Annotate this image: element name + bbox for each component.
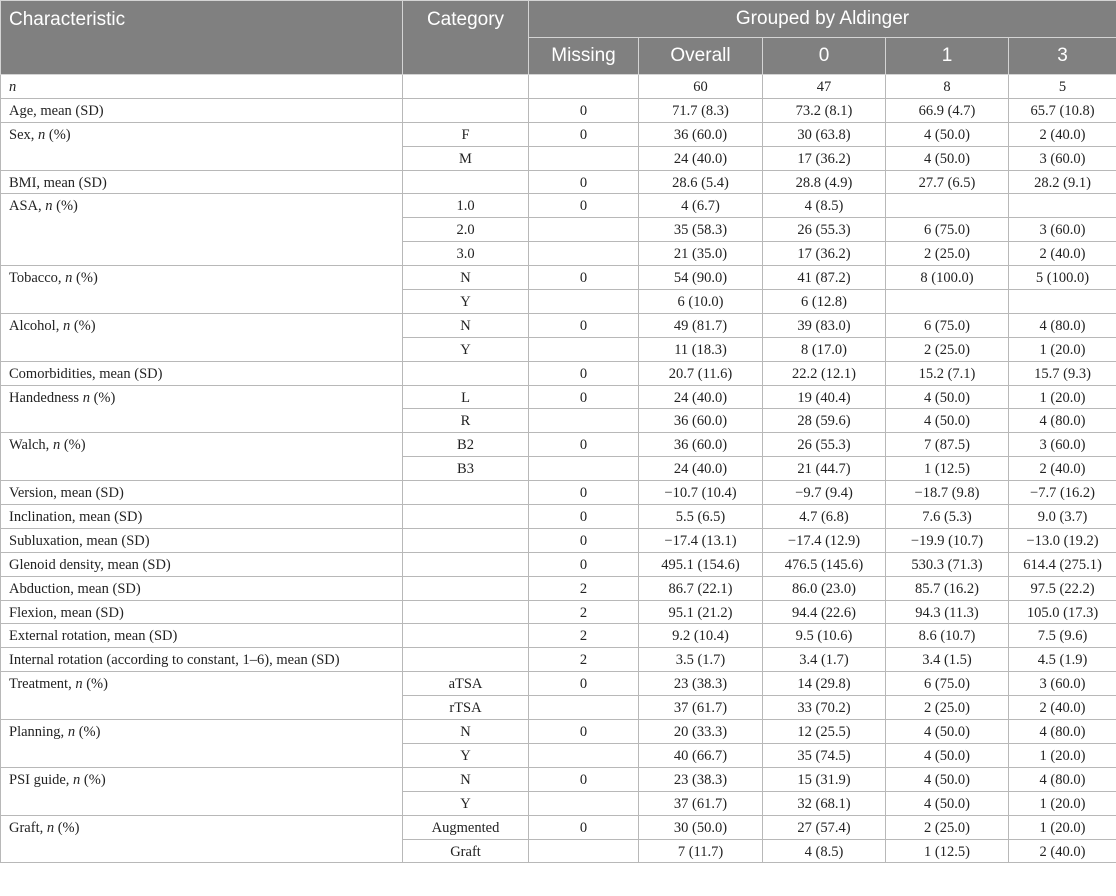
- missing-cell: 0: [529, 361, 639, 385]
- category-cell: 3.0: [403, 242, 529, 266]
- category-cell: [403, 170, 529, 194]
- overall-cell: 49 (81.7): [639, 313, 763, 337]
- characteristic-suffix: (%): [82, 676, 108, 693]
- characteristic-label: PSI guide,: [9, 771, 74, 788]
- missing-cell: [529, 409, 639, 433]
- characteristic-cell: [1, 815, 403, 863]
- group-1-cell: 4 (50.0): [886, 791, 1009, 815]
- group-0-cell: 27 (57.4): [763, 815, 886, 839]
- missing-cell: 2: [529, 600, 639, 624]
- overall-cell: 5.5 (6.5): [639, 505, 763, 529]
- group-3-cell: 97.5 (22.2): [1009, 576, 1116, 600]
- characteristic-label: Alcohol,: [9, 317, 63, 334]
- characteristic-cell: [1, 552, 403, 576]
- table-row: [1, 266, 1116, 290]
- group-3-cell: 7.5 (9.6): [1009, 624, 1116, 648]
- table-row: [1, 481, 1116, 505]
- group-1-cell: 1 (12.5): [886, 457, 1009, 481]
- overall-cell: 9.2 (10.4): [639, 624, 763, 648]
- group-3-cell: 28.2 (9.1): [1009, 170, 1116, 194]
- category-cell: [403, 552, 529, 576]
- category-cell: N: [403, 767, 529, 791]
- table-row: [1, 433, 1116, 457]
- table-row: [1, 672, 1116, 696]
- characteristic-cell: [1, 98, 403, 122]
- characteristic-cell: [1, 624, 403, 648]
- characteristic-suffix: (%): [60, 437, 86, 454]
- missing-cell: 0: [529, 720, 639, 744]
- missing-cell: [529, 457, 639, 481]
- group-0-cell: 30 (63.8): [763, 122, 886, 146]
- table-row: [1, 194, 1116, 218]
- group-1-cell: 4 (50.0): [886, 720, 1009, 744]
- italic-n: n: [46, 819, 55, 836]
- group-1-cell: 7 (87.5): [886, 433, 1009, 457]
- group-1-cell: 8: [886, 75, 1009, 99]
- group-1-cell: 85.7 (16.2): [886, 576, 1009, 600]
- missing-cell: 0: [529, 815, 639, 839]
- table-row: [1, 313, 1116, 337]
- group-0-cell: 35 (74.5): [763, 743, 886, 767]
- group-3-cell: 3 (60.0): [1009, 218, 1116, 242]
- overall-cell: 35 (58.3): [639, 218, 763, 242]
- category-cell: [403, 600, 529, 624]
- missing-cell: 0: [529, 433, 639, 457]
- overall-cell: 36 (60.0): [639, 122, 763, 146]
- missing-cell: 0: [529, 122, 639, 146]
- characteristic-cell: [1, 600, 403, 624]
- group-0-cell: 14 (29.8): [763, 672, 886, 696]
- overall-cell: 40 (66.7): [639, 743, 763, 767]
- table-row: [1, 720, 1116, 744]
- characteristic-label: Walch,: [9, 437, 53, 454]
- group-3-cell: 1 (20.0): [1009, 337, 1116, 361]
- group-3-cell: 2 (40.0): [1009, 839, 1116, 863]
- group-1-cell: 2 (25.0): [886, 337, 1009, 361]
- group-3-cell: 4.5 (1.9): [1009, 648, 1116, 672]
- group-0-cell: 32 (68.1): [763, 791, 886, 815]
- missing-cell: 0: [529, 266, 639, 290]
- missing-cell: [529, 839, 639, 863]
- characteristic-suffix: (%): [45, 126, 71, 143]
- characteristic-label: Comorbidities, mean (SD): [9, 365, 163, 382]
- category-cell: [403, 576, 529, 600]
- group-1-cell: 4 (50.0): [886, 146, 1009, 170]
- missing-cell: 0: [529, 481, 639, 505]
- group-3-cell: 4 (80.0): [1009, 767, 1116, 791]
- group-0-cell: 47: [763, 75, 886, 99]
- group-3-cell: 5 (100.0): [1009, 266, 1116, 290]
- characteristic-cell: [1, 385, 403, 433]
- overall-cell: 36 (60.0): [639, 433, 763, 457]
- group-1-cell: 8.6 (10.7): [886, 624, 1009, 648]
- header-group-3: 3: [1009, 38, 1116, 75]
- overall-cell: 3.5 (1.7): [639, 648, 763, 672]
- italic-n: n: [38, 126, 46, 143]
- group-3-cell: 105.0 (17.3): [1009, 600, 1116, 624]
- overall-cell: 71.7 (8.3): [639, 98, 763, 122]
- category-cell: Y: [403, 337, 529, 361]
- category-cell: aTSA: [403, 672, 529, 696]
- characteristic-suffix: (%): [70, 317, 96, 334]
- table-row: [1, 385, 1116, 409]
- group-3-cell: 4 (80.0): [1009, 313, 1116, 337]
- overall-cell: 86.7 (22.1): [639, 576, 763, 600]
- missing-cell: 0: [529, 552, 639, 576]
- group-0-cell: 26 (55.3): [763, 218, 886, 242]
- characteristic-suffix: (%): [80, 771, 106, 788]
- category-cell: [403, 648, 529, 672]
- missing-cell: [529, 75, 639, 99]
- category-cell: Augmented: [403, 815, 529, 839]
- characteristic-suffix: (%): [89, 389, 116, 406]
- characteristic-label: Version, mean (SD): [9, 485, 124, 502]
- missing-cell: 0: [529, 194, 639, 218]
- characteristic-cell: [1, 433, 403, 481]
- group-1-cell: 8 (100.0): [886, 266, 1009, 290]
- characteristic-cell: [1, 75, 403, 99]
- table-row: [1, 98, 1116, 122]
- group-0-cell: 9.5 (10.6): [763, 624, 886, 648]
- category-cell: [403, 624, 529, 648]
- category-cell: rTSA: [403, 696, 529, 720]
- overall-cell: 60: [639, 75, 763, 99]
- characteristic-cell: [1, 481, 403, 505]
- characteristic-label: Flexion, mean (SD): [9, 604, 124, 621]
- characteristic-label: Abduction, mean (SD): [9, 580, 141, 597]
- characteristic-suffix: (%): [52, 198, 78, 215]
- group-1-cell: 4 (50.0): [886, 122, 1009, 146]
- missing-cell: 2: [529, 648, 639, 672]
- overall-cell: 23 (38.3): [639, 672, 763, 696]
- characteristic-cell: [1, 266, 403, 314]
- group-1-cell: 3.4 (1.5): [886, 648, 1009, 672]
- group-3-cell: 3 (60.0): [1009, 672, 1116, 696]
- group-3-cell: 2 (40.0): [1009, 242, 1116, 266]
- group-3-cell: −7.7 (16.2): [1009, 481, 1116, 505]
- group-1-cell: −19.9 (10.7): [886, 528, 1009, 552]
- missing-cell: 0: [529, 385, 639, 409]
- group-0-cell: 3.4 (1.7): [763, 648, 886, 672]
- header-missing: Missing: [529, 38, 639, 75]
- group-1-cell: 2 (25.0): [886, 815, 1009, 839]
- overall-cell: 24 (40.0): [639, 457, 763, 481]
- group-1-cell: 4 (50.0): [886, 767, 1009, 791]
- category-cell: [403, 505, 529, 529]
- header-overall: Overall: [639, 38, 763, 75]
- missing-cell: [529, 337, 639, 361]
- group-1-cell: 27.7 (6.5): [886, 170, 1009, 194]
- italic-n: n: [67, 724, 76, 741]
- italic-n: n: [9, 79, 17, 95]
- missing-cell: 0: [529, 313, 639, 337]
- table-body: [1, 75, 1116, 863]
- group-3-cell: 65.7 (10.8): [1009, 98, 1116, 122]
- group-1-cell: [886, 290, 1009, 314]
- category-cell: N: [403, 313, 529, 337]
- group-1-cell: [886, 194, 1009, 218]
- characteristic-cell: [1, 767, 403, 815]
- table-row: [1, 552, 1116, 576]
- group-3-cell: [1009, 194, 1116, 218]
- group-1-cell: 66.9 (4.7): [886, 98, 1009, 122]
- italic-n: n: [45, 198, 53, 215]
- group-0-cell: 8 (17.0): [763, 337, 886, 361]
- group-1-cell: 4 (50.0): [886, 743, 1009, 767]
- overall-cell: 28.6 (5.4): [639, 170, 763, 194]
- characteristic-suffix: (%): [72, 270, 98, 287]
- italic-n: n: [62, 317, 71, 334]
- overall-cell: 36 (60.0): [639, 409, 763, 433]
- group-0-cell: 41 (87.2): [763, 266, 886, 290]
- group-1-cell: 94.3 (11.3): [886, 600, 1009, 624]
- group-0-cell: 39 (83.0): [763, 313, 886, 337]
- group-0-cell: 94.4 (22.6): [763, 600, 886, 624]
- group-0-cell: −9.7 (9.4): [763, 481, 886, 505]
- group-1-cell: 4 (50.0): [886, 409, 1009, 433]
- header-characteristic: Characteristic: [1, 1, 403, 75]
- overall-cell: 20.7 (11.6): [639, 361, 763, 385]
- category-cell: R: [403, 409, 529, 433]
- characteristic-label: Age, mean (SD): [9, 102, 104, 119]
- category-cell: F: [403, 122, 529, 146]
- missing-cell: 0: [529, 98, 639, 122]
- group-1-cell: 6 (75.0): [886, 672, 1009, 696]
- category-cell: M: [403, 146, 529, 170]
- overall-cell: 6 (10.0): [639, 290, 763, 314]
- table-row: [1, 170, 1116, 194]
- category-cell: [403, 98, 529, 122]
- missing-cell: 0: [529, 767, 639, 791]
- table-row: [1, 815, 1116, 839]
- table-row: [1, 624, 1116, 648]
- overall-cell: 4 (6.7): [639, 194, 763, 218]
- category-cell: Y: [403, 791, 529, 815]
- table-row: [1, 528, 1116, 552]
- overall-cell: 20 (33.3): [639, 720, 763, 744]
- characteristic-label: ASA,: [9, 198, 46, 215]
- overall-cell: 24 (40.0): [639, 146, 763, 170]
- overall-cell: 24 (40.0): [639, 385, 763, 409]
- missing-cell: 0: [529, 672, 639, 696]
- table-row: [1, 767, 1116, 791]
- header-grouped-by: Grouped by Aldinger: [529, 1, 1116, 38]
- characteristic-label: Treatment,: [9, 676, 76, 693]
- characteristic-cell: [1, 672, 403, 720]
- group-3-cell: 614.4 (275.1): [1009, 552, 1116, 576]
- group-3-cell: 15.7 (9.3): [1009, 361, 1116, 385]
- group-1-cell: 6 (75.0): [886, 218, 1009, 242]
- italic-n: n: [52, 437, 61, 454]
- missing-cell: [529, 696, 639, 720]
- missing-cell: [529, 290, 639, 314]
- table-row: [1, 122, 1116, 146]
- category-cell: B2: [403, 433, 529, 457]
- overall-cell: 37 (61.7): [639, 791, 763, 815]
- group-3-cell: [1009, 290, 1116, 314]
- group-0-cell: 86.0 (23.0): [763, 576, 886, 600]
- group-3-cell: 1 (20.0): [1009, 791, 1116, 815]
- characteristic-label: Tobacco,: [9, 270, 66, 287]
- overall-cell: 11 (18.3): [639, 337, 763, 361]
- group-1-cell: 1 (12.5): [886, 839, 1009, 863]
- group-0-cell: 19 (40.4): [763, 385, 886, 409]
- group-0-cell: 33 (70.2): [763, 696, 886, 720]
- table-row: [1, 75, 1116, 99]
- characteristic-suffix: (%): [75, 724, 101, 741]
- italic-n: n: [82, 389, 90, 406]
- characteristic-label: Sex,: [9, 126, 38, 143]
- group-0-cell: 4 (8.5): [763, 194, 886, 218]
- italic-n: n: [73, 771, 81, 788]
- missing-cell: 2: [529, 624, 639, 648]
- overall-cell: 54 (90.0): [639, 266, 763, 290]
- characteristic-label: Planning,: [9, 724, 68, 741]
- group-3-cell: −13.0 (19.2): [1009, 528, 1116, 552]
- group-0-cell: 17 (36.2): [763, 146, 886, 170]
- table-row: [1, 505, 1116, 529]
- characteristic-cell: [1, 170, 403, 194]
- missing-cell: 0: [529, 528, 639, 552]
- category-cell: Y: [403, 743, 529, 767]
- group-3-cell: 9.0 (3.7): [1009, 505, 1116, 529]
- group-0-cell: 26 (55.3): [763, 433, 886, 457]
- characteristic-cell: [1, 361, 403, 385]
- category-cell: Graft: [403, 839, 529, 863]
- missing-cell: 2: [529, 576, 639, 600]
- group-3-cell: 2 (40.0): [1009, 457, 1116, 481]
- group-0-cell: 17 (36.2): [763, 242, 886, 266]
- group-1-cell: 2 (25.0): [886, 696, 1009, 720]
- category-cell: [403, 361, 529, 385]
- characteristic-cell: [1, 528, 403, 552]
- category-cell: [403, 481, 529, 505]
- group-1-cell: 4 (50.0): [886, 385, 1009, 409]
- overall-cell: 30 (50.0): [639, 815, 763, 839]
- category-cell: Y: [403, 290, 529, 314]
- characteristic-label: BMI, mean (SD): [9, 174, 107, 191]
- category-cell: B3: [403, 457, 529, 481]
- group-3-cell: 4 (80.0): [1009, 409, 1116, 433]
- missing-cell: [529, 791, 639, 815]
- group-3-cell: 4 (80.0): [1009, 720, 1116, 744]
- overall-cell: 23 (38.3): [639, 767, 763, 791]
- table-row: [1, 600, 1116, 624]
- italic-n: n: [65, 270, 73, 287]
- group-3-cell: 1 (20.0): [1009, 815, 1116, 839]
- group-0-cell: 22.2 (12.1): [763, 361, 886, 385]
- category-cell: [403, 528, 529, 552]
- group-1-cell: 7.6 (5.3): [886, 505, 1009, 529]
- group-0-cell: 73.2 (8.1): [763, 98, 886, 122]
- table-row: [1, 648, 1116, 672]
- characteristic-cell: [1, 313, 403, 361]
- characteristic-label: Handedness: [9, 389, 83, 406]
- characteristic-label: External rotation, mean (SD): [9, 628, 178, 645]
- group-1-cell: 6 (75.0): [886, 313, 1009, 337]
- characteristic-label: Internal rotation (according to constant, 1–6), mean (SD): [9, 652, 340, 669]
- group-0-cell: 21 (44.7): [763, 457, 886, 481]
- group-0-cell: −17.4 (12.9): [763, 528, 886, 552]
- category-cell: N: [403, 720, 529, 744]
- group-3-cell: 1 (20.0): [1009, 743, 1116, 767]
- category-cell: 1.0: [403, 194, 529, 218]
- italic-n: n: [75, 676, 83, 693]
- group-3-cell: 2 (40.0): [1009, 122, 1116, 146]
- group-3-cell: 3 (60.0): [1009, 146, 1116, 170]
- characteristic-cell: [1, 648, 403, 672]
- overall-cell: 495.1 (154.6): [639, 552, 763, 576]
- category-cell: L: [403, 385, 529, 409]
- group-3-cell: 5: [1009, 75, 1116, 99]
- overall-cell: −10.7 (10.4): [639, 481, 763, 505]
- characteristic-cell: [1, 194, 403, 266]
- header-group-1: 1: [886, 38, 1009, 75]
- table-row: [1, 576, 1116, 600]
- missing-cell: 0: [529, 505, 639, 529]
- overall-cell: 37 (61.7): [639, 696, 763, 720]
- group-0-cell: 4 (8.5): [763, 839, 886, 863]
- missing-cell: 0: [529, 170, 639, 194]
- characteristic-cell: [1, 122, 403, 170]
- category-cell: N: [403, 266, 529, 290]
- group-3-cell: 1 (20.0): [1009, 385, 1116, 409]
- overall-cell: −17.4 (13.1): [639, 528, 763, 552]
- characteristic-cell: [1, 576, 403, 600]
- group-0-cell: 28 (59.6): [763, 409, 886, 433]
- characteristic-suffix: (%): [54, 819, 80, 836]
- table-row: [1, 361, 1116, 385]
- group-0-cell: 28.8 (4.9): [763, 170, 886, 194]
- group-0-cell: 12 (25.5): [763, 720, 886, 744]
- missing-cell: [529, 743, 639, 767]
- overall-cell: 21 (35.0): [639, 242, 763, 266]
- characteristic-label: Inclination, mean (SD): [9, 509, 143, 526]
- group-3-cell: 3 (60.0): [1009, 433, 1116, 457]
- missing-cell: [529, 146, 639, 170]
- characteristic-cell: [1, 505, 403, 529]
- group-3-cell: 2 (40.0): [1009, 696, 1116, 720]
- group-0-cell: 4.7 (6.8): [763, 505, 886, 529]
- characteristic-label: Glenoid density, mean (SD): [9, 556, 171, 573]
- category-cell: 2.0: [403, 218, 529, 242]
- group-1-cell: 2 (25.0): [886, 242, 1009, 266]
- group-1-cell: −18.7 (9.8): [886, 481, 1009, 505]
- characteristic-cell: [1, 720, 403, 768]
- header-category: Category: [403, 1, 529, 75]
- category-cell: [403, 75, 529, 99]
- header-group-0: 0: [763, 38, 886, 75]
- group-1-cell: 530.3 (71.3): [886, 552, 1009, 576]
- group-0-cell: 15 (31.9): [763, 767, 886, 791]
- missing-cell: [529, 218, 639, 242]
- group-0-cell: 476.5 (145.6): [763, 552, 886, 576]
- missing-cell: [529, 242, 639, 266]
- overall-cell: 7 (11.7): [639, 839, 763, 863]
- characteristic-label: Graft,: [9, 819, 47, 836]
- group-1-cell: 15.2 (7.1): [886, 361, 1009, 385]
- group-0-cell: 6 (12.8): [763, 290, 886, 314]
- overall-cell: 95.1 (21.2): [639, 600, 763, 624]
- characteristic-label: Subluxation, mean (SD): [9, 532, 150, 549]
